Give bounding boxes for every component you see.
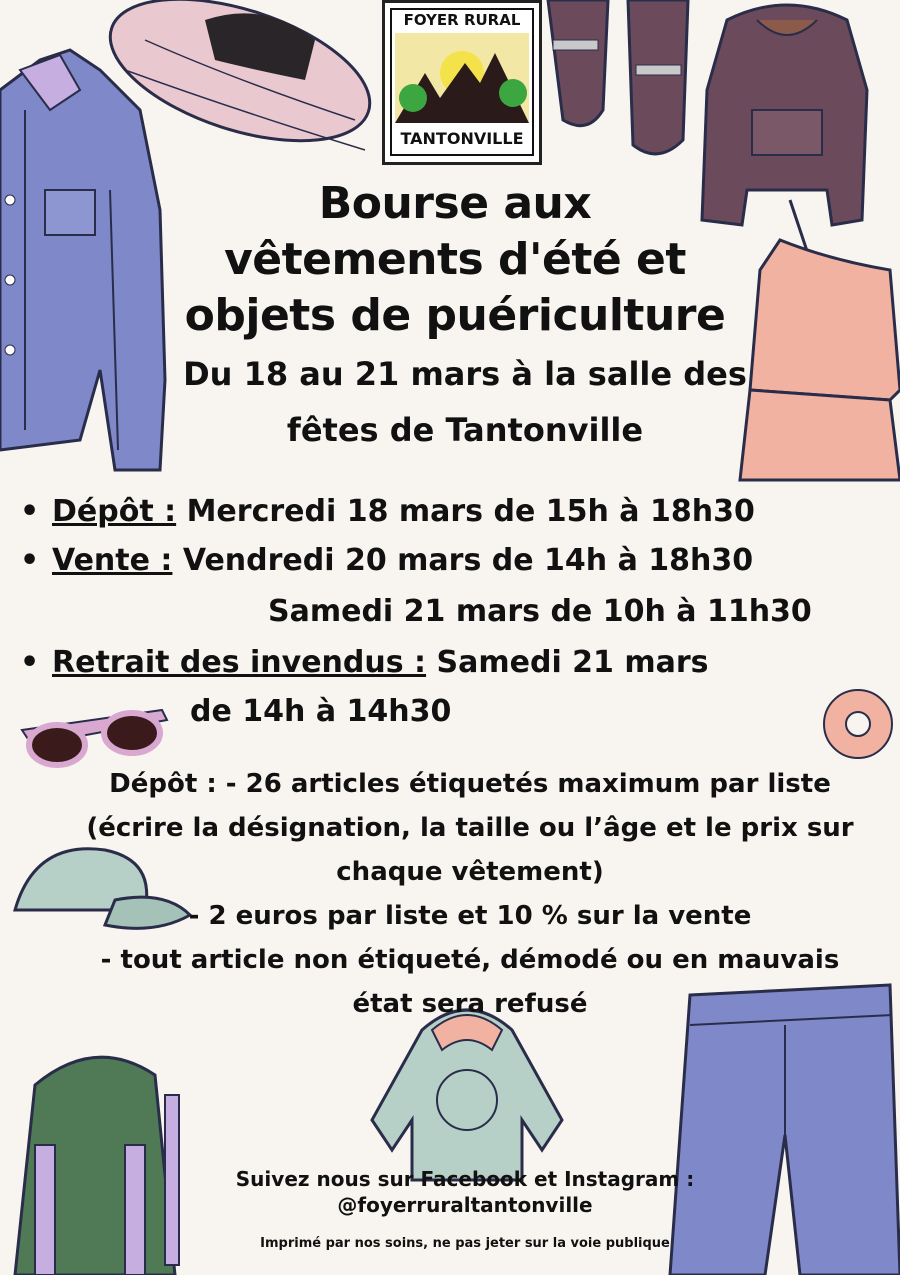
deposit-rules [60, 762, 880, 1026]
title-line: Bourse aux [318, 178, 592, 229]
title-line: objets de puériculture [184, 290, 726, 341]
footer-line: Suivez nous sur Facebook et Instagram : [235, 1167, 695, 1191]
retrait-label: Retrait des invendus : [52, 645, 427, 680]
social-footer [180, 1166, 750, 1218]
vente-label: Vente : [52, 543, 173, 578]
rules-line: Dépôt : - 26 articles étiquetés maximum par liste [109, 769, 831, 799]
retrait-text-second: de 14h à 14h30 [190, 694, 452, 729]
logo-text-top: FOYER RURAL [403, 11, 521, 29]
logo-text-bottom: TANTONVILLE [400, 129, 524, 148]
logo [382, 0, 542, 165]
sun-hat-illustration [105, 0, 385, 180]
subtitle-line: fêtes de Tantonville [286, 411, 644, 449]
depot-text: Mercredi 18 mars de 15h à 18h30 [176, 494, 755, 529]
sweater-illustration [362, 1000, 572, 1180]
jeans-illustration [670, 985, 900, 1275]
retrait-text: Samedi 21 mars [426, 645, 709, 680]
rules-line: - tout article non étiqueté, démodé ou en mauvais [100, 945, 840, 975]
scrunchie-illustration [818, 684, 898, 764]
loafers-illustration [548, 0, 698, 165]
depot-label: Dépôt : [52, 494, 177, 529]
rules-line: chaque vêtement) [336, 857, 604, 887]
social-handle: @foyerruraltantonville [337, 1193, 593, 1217]
bullet-icon: • [20, 645, 40, 680]
rules-line: (écrire la désignation, la taille ou l’âge et le prix sur [86, 813, 854, 843]
schedule-vente [20, 543, 753, 578]
subtitle-line: Du 18 au 21 mars à la salle des [183, 355, 747, 393]
page-title [150, 176, 760, 344]
bullet-icon: • [20, 543, 40, 578]
print-notice: Imprimé par nos soins, ne pas jeter sur la voie publique [260, 1236, 670, 1251]
schedule-depot [20, 494, 755, 529]
vente-text: Vendredi 20 mars de 14h à 18h30 [172, 543, 754, 578]
rules-line: - 2 euros par liste et 10 % sur la vente [188, 901, 752, 931]
rules-line: état sera refusé [352, 989, 588, 1019]
bullet-icon: • [20, 494, 40, 529]
event-dates-location [160, 346, 770, 458]
backpack-illustration [15, 1045, 195, 1275]
schedule-retrait [20, 645, 709, 680]
title-line: vêtements d'été et [224, 234, 686, 285]
vente-text-second: Samedi 21 mars de 10h à 11h30 [268, 594, 812, 629]
